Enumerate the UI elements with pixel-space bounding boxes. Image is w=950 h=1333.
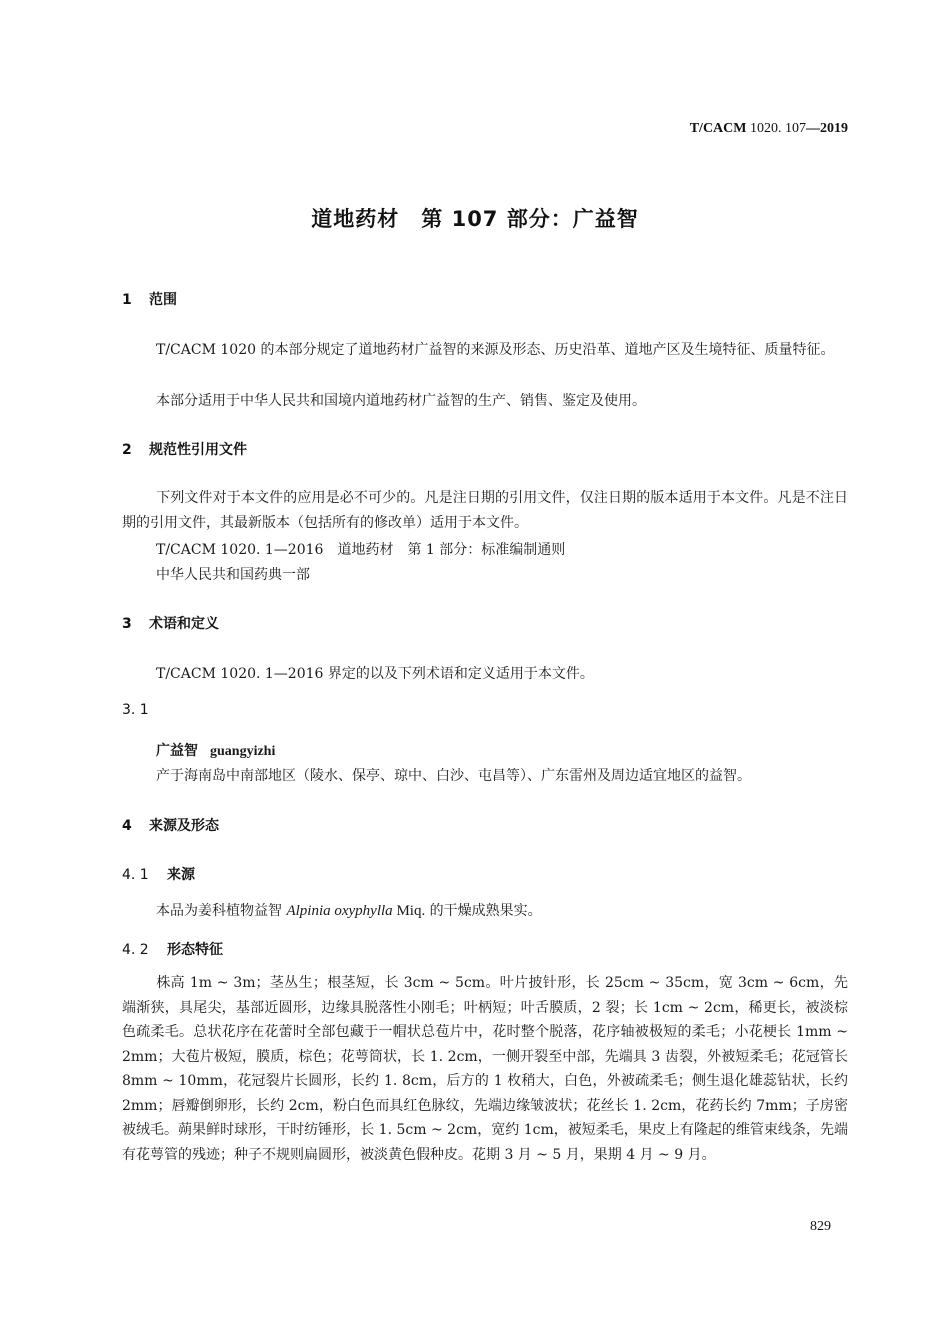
source-author: Miq. — [392, 903, 426, 919]
section-1-title: 范围 — [149, 292, 177, 308]
section-2-paragraph-1-text: 下列文件对于本文件的应用是必不可少的。凡是注日期的引用文件，仅注日期的版本适用于本文件。凡是不注日期的引用文件，其最新版本（包括所有的修改单）适用于本文件。 — [122, 490, 848, 531]
term-entry — [156, 740, 275, 760]
subsection-4-1-number: 4. 1 — [122, 867, 149, 883]
standard-code-number: 1020. 107 — [746, 121, 806, 136]
standard-code-year: —2019 — [806, 121, 848, 136]
section-4-number: 4 — [122, 818, 132, 834]
section-1-heading — [122, 289, 177, 309]
morphology-paragraph — [122, 971, 848, 1167]
section-3-number: 3 — [122, 616, 132, 632]
subsection-4-2-number: 4. 2 — [122, 942, 149, 958]
subsection-3-1-number: 3. 1 — [122, 702, 149, 718]
section-1-paragraph-1 — [122, 338, 848, 363]
section-1-paragraph-1-text: T/CACM 1020 的本部分规定了道地药材广益智的来源及形态、历史沿革、道地产区及生境特征、质量特征。 — [156, 342, 835, 358]
section-2-paragraph-1 — [122, 486, 848, 535]
source-latin-name: Alpinia oxyphylla — [286, 903, 393, 919]
source-statement — [156, 900, 542, 920]
term-english: guangyizhi — [210, 744, 276, 759]
normative-reference-1: T/CACM 1020. 1—2016 道地药材 第 1 部分：标准编制通则 — [156, 542, 566, 558]
section-2-title: 规范性引用文件 — [149, 442, 247, 458]
subsection-4-1-title: 来源 — [167, 867, 195, 883]
subsection-4-2-heading — [122, 939, 223, 959]
section-3-heading — [122, 613, 219, 633]
page-number: 829 — [810, 1219, 831, 1234]
standard-code-prefix: T/CACM — [689, 121, 747, 136]
source-text-suffix: 的干燥成熟果实。 — [425, 903, 542, 919]
term-definition: 产于海南岛中南部地区（陵水、保亭、琼中、白沙、屯昌等）、广东雷州及周边适宜地区的益智。 — [156, 768, 751, 784]
document-title: 道地药材 第 107 部分：广益智 — [311, 207, 639, 231]
section-3-title: 术语和定义 — [149, 616, 219, 632]
term-chinese: 广益智 — [156, 743, 198, 759]
section-4-title: 来源及形态 — [149, 818, 219, 834]
section-2-heading — [122, 439, 247, 459]
section-1-number: 1 — [122, 292, 132, 308]
standard-code — [690, 121, 848, 137]
normative-reference-2: 中华人民共和国药典一部 — [156, 567, 310, 583]
section-2-number: 2 — [122, 442, 132, 458]
section-4-heading — [122, 815, 219, 835]
subsection-4-2-title: 形态特征 — [167, 942, 223, 958]
subsection-4-1-heading — [122, 864, 195, 884]
morphology-text: 株高 1m ~ 3m；茎丛生；根茎短，长 3cm ~ 5cm。叶片披针形，长 25cm ~ 35cm，宽 3cm ~ 6cm，先端渐狭，具尾尖，基部近圆形，边缘具脱落性小刚毛；叶柄短；叶舌膜质，2 裂；长 1cm ~ 2cm，稀更长，被淡棕色疏柔毛。总状花序在花蕾时全部包藏于一帽状总苞片中，花时整个脱落，花序轴被极短的柔毛；小花梗长 1mm ~ 2mm；大苞片极短，膜质，棕色；花萼筒状，长 1. 2cm，一侧开裂至中部，先端具 3 齿裂，外被短柔毛；花冠管长 8mm ~ 10mm，花冠裂片长圆形，长约 1. 8cm，后方的 1 枚稍大，白色，外被疏柔毛；侧生退化雄蕊钻状，长约 2mm；唇瓣倒卵形，长约 2cm，粉白色而具红色脉纹，先端边缘皱波状；花丝长 1. 2cm，花药长约 7mm；子房密被绒毛。蒴果鲜时球形，干时纺锤形，长 1. 5cm ~ 2cm，宽约 1cm，被短柔毛，果皮上有隆起的维管束线条，先端有花萼管的残迹；种子不规则扁圆形，被淡黄色假种皮。花期 3 月 ~ 5 月，果期 4 月 ~ 9 月。 — [122, 975, 848, 1163]
source-text-prefix: 本品为姜科植物益智 — [156, 903, 287, 919]
section-3-paragraph-1: T/CACM 1020. 1—2016 界定的以及下列术语和定义适用于本文件。 — [156, 666, 594, 682]
section-1-paragraph-2: 本部分适用于中华人民共和国境内道地药材广益智的生产、销售、鉴定及使用。 — [156, 393, 646, 409]
